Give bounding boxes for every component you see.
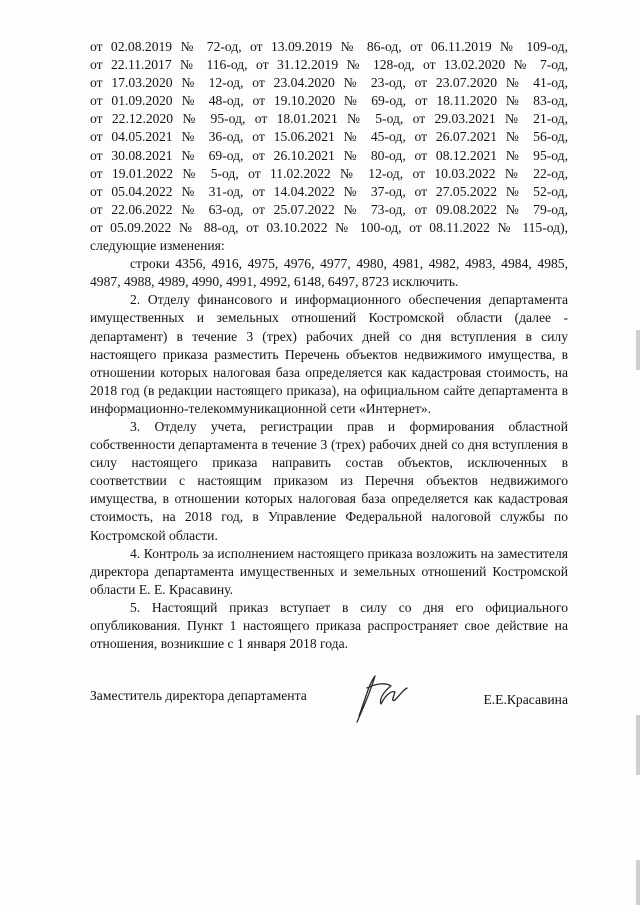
paragraph-3: 3. Отделу учета, регистрации прав и формирования областной собственности департамента в течение 3 (трех) рабочих дней со дня вступления в силу настоящего приказа направить состав объектов, исключенных в соответствии с настоящим приказом из Перечня объектов недвижимого имущества, в отношении которых налоговая база определяется как кадастровая стоимость, на 2018 год, в Управление Федеральной налоговой службы по Костромской области. <box>90 418 568 543</box>
signatory-title: Заместитель директора департамента <box>90 688 307 703</box>
signature-block <box>90 688 568 728</box>
order-reference-line: от 30.08.2021 № 69-од, от 26.10.2021 № 80-од, от 08.12.2021 № 95-од, <box>90 147 568 163</box>
excluded-strings-paragraph: строки 4356, 4916, 4975, 4976, 4977, 4980, 4981, 4982, 4983, 4984, 4985, 4987, 4988, 4989, 4990, 4991, 4992, 6148, 6497, 8723 исключить. <box>90 256 568 290</box>
order-reference-line: от 22.12.2020 № 95-од, от 18.01.2021 № 5-од, от 29.03.2021 № 21-од, <box>90 111 568 127</box>
order-reference-line: от 05.09.2022 № 88-од, от 03.10.2022 № 100-од, от 08.11.2022 № 115-од), <box>90 219 568 235</box>
order-reference-line: от 22.06.2022 № 63-од, от 25.07.2022 № 73-од, от 09.08.2022 № 79-од, <box>90 201 568 217</box>
scan-edge-mark <box>636 715 640 775</box>
changes-intro-line: следующие изменения: <box>90 238 225 254</box>
order-reference-line: от 19.01.2022 № 5-од, от 11.02.2022 № 12-од, от 10.03.2022 № 22-од, <box>90 165 568 181</box>
paragraph-4: 4. Контроль за исполнением настоящего приказа возложить на заместителя директора департамента имущественных и земельных отношений Костромской области Е. Е. Красавину. <box>90 545 568 597</box>
paragraph-5: 5. Настоящий приказ вступает в силу со дня его официального опубликования. Пункт 1 настоящего приказа распространяет свое действие на отношения, возникшие с 1 января 2018 года. <box>90 599 568 652</box>
order-reference-line: от 17.03.2020 № 12-од, от 23.04.2020 № 23-од, от 23.07.2020 № 41-од, <box>90 75 568 91</box>
order-reference-line: от 05.04.2022 № 31-од, от 14.04.2022 № 37-од, от 27.05.2022 № 52-од, <box>90 183 568 199</box>
order-reference-line: от 01.09.2020 № 48-од, от 19.10.2020 № 69-од, от 18.11.2020 № 83-од, <box>90 93 568 109</box>
order-reference-line: от 04.05.2021 № 36-од, от 15.06.2021 № 45-од, от 26.07.2021 № 56-од, <box>90 129 568 145</box>
document-body <box>90 38 568 653</box>
signatory-name: Е.Е.Красавина <box>483 692 568 707</box>
paragraph-2: 2. Отделу финансового и информационного обеспечения департамента имущественных и земельных отношений Костромской области (далее - департамент) в течение 3 (трех) рабочих дней со дня вступления в силу настоящего приказа разместить Перечень объектов недвижимого имущества, в отношении которых налоговая база определяется как кадастровая стоимость, на 2018 год (в редакции настоящего приказа), на официальном сайте департамента в информационно-телекоммуникационной сети «Интернет». <box>90 292 568 416</box>
scan-edge-mark <box>636 860 640 905</box>
order-reference-line: от 02.08.2019 № 72-од, от 13.09.2019 № 86-од, от 06.11.2019 № 109-од, <box>90 39 568 54</box>
scan-edge-mark <box>636 330 640 370</box>
handwritten-signature <box>345 670 415 730</box>
order-reference-line: от 22.11.2017 № 116-од, от 31.12.2019 № 128-од, от 13.02.2020 № 7-од, <box>90 57 568 73</box>
